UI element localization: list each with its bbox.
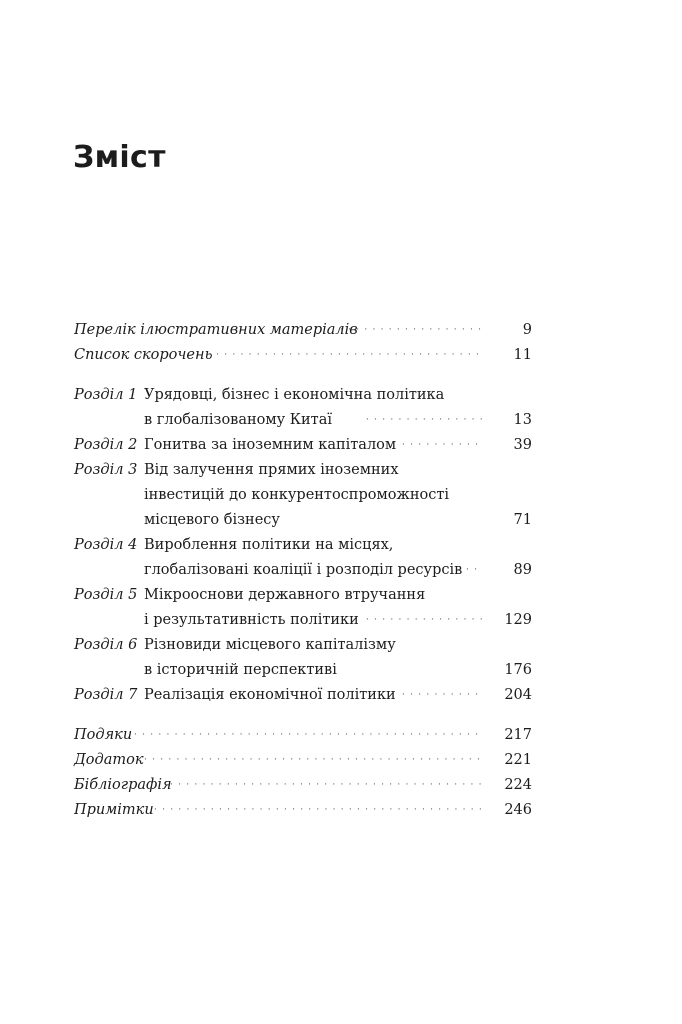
toc-entry-label: Додаток: [74, 752, 144, 768]
chapter-title-line: Від залучення прямих іноземних: [144, 462, 399, 478]
toc-entry-chapter-5[interactable]: [74, 583, 532, 633]
toc-page-number: 11: [513, 347, 532, 363]
toc-entry-label: Примітки: [74, 802, 154, 818]
toc-entry-abbreviations[interactable]: [74, 343, 532, 368]
toc-page-number: 204: [504, 687, 532, 703]
toc-entry-illustrations[interactable]: [74, 318, 532, 343]
toc-entry-label: Перелік ілюстративних матеріалів: [74, 322, 358, 338]
dot-leader: [466, 558, 482, 583]
dot-leader: [170, 773, 482, 798]
dot-leader: [134, 723, 482, 748]
toc-page-number: 89: [513, 562, 532, 578]
chapter-title-line: в глобалізованому Китаї: [144, 412, 332, 428]
toc-page-number: 176: [504, 662, 532, 678]
chapter-title-line: інвестицій до конкурентоспроможності: [144, 487, 450, 503]
toc-entry-chapter-6[interactable]: [74, 633, 532, 683]
chapter-title-line: в історичній перспективі: [144, 662, 337, 678]
page-title: Зміст: [73, 140, 166, 175]
chapter-label: Розділ 6: [74, 637, 138, 653]
toc-entry-chapter-2[interactable]: [74, 433, 532, 458]
toc-entry-chapter-4[interactable]: [74, 533, 532, 583]
dot-leader: [366, 408, 482, 433]
chapter-title-line: Мікрооснови державного втручання: [144, 587, 426, 603]
dot-leader: [154, 798, 482, 823]
chapter-title-line: Гонитва за іноземним капіталом: [144, 437, 397, 453]
chapter-title-line: Вироблення політики на місцях,: [144, 537, 394, 553]
chapter-label: Розділ 4: [74, 537, 138, 553]
dot-leader: [366, 608, 482, 633]
chapter-label: Розділ 5: [74, 587, 138, 603]
toc-entry-notes[interactable]: [74, 798, 532, 823]
dot-leader: [208, 343, 482, 368]
dot-leader: [402, 683, 482, 708]
table-of-contents: [74, 318, 532, 823]
chapter-label: Розділ 7: [74, 687, 138, 703]
toc-entry-label: Бібліографія: [74, 777, 172, 793]
toc-page-number: 221: [504, 752, 532, 768]
toc-page-number: 9: [522, 322, 532, 338]
toc-entry-chapter-7[interactable]: [74, 683, 532, 708]
toc-page-number: 129: [504, 612, 532, 628]
toc-page-number: 224: [504, 777, 532, 793]
toc-entry-appendix[interactable]: [74, 748, 532, 773]
toc-page-number: 217: [504, 727, 532, 743]
toc-entry-label: Подяки: [74, 727, 133, 743]
toc-entry-chapter-3[interactable]: [74, 458, 532, 533]
toc-page-number: 246: [504, 802, 532, 818]
toc-page-number: 39: [513, 437, 532, 453]
chapter-label: Розділ 2: [74, 437, 138, 453]
chapter-title-line: і результативність політики: [144, 612, 359, 628]
toc-page-number: 71: [513, 512, 532, 528]
chapter-title-line: Реалізація економічної політики: [144, 687, 396, 703]
toc-entry-bibliography[interactable]: [74, 773, 532, 798]
dot-leader: [144, 748, 482, 773]
chapter-title-line: глобалізовані коаліції і розподіл ресурсів: [144, 562, 463, 578]
chapter-label: Розділ 1: [74, 387, 138, 403]
dot-leader: [340, 318, 482, 343]
toc-entry-chapter-1[interactable]: [74, 383, 532, 433]
chapter-label: Розділ 3: [74, 462, 138, 478]
chapter-title-line: місцевого бізнесу: [144, 512, 280, 528]
toc-entry-acknowledgements[interactable]: [74, 723, 532, 748]
toc-page-number: 13: [513, 412, 532, 428]
chapter-title-line: Різновиди місцевого капіталізму: [144, 637, 396, 653]
chapter-title-line: Урядовці, бізнес і економічна політика: [144, 387, 445, 403]
toc-entry-label: Список скорочень: [74, 347, 213, 363]
dot-leader: [402, 433, 482, 458]
